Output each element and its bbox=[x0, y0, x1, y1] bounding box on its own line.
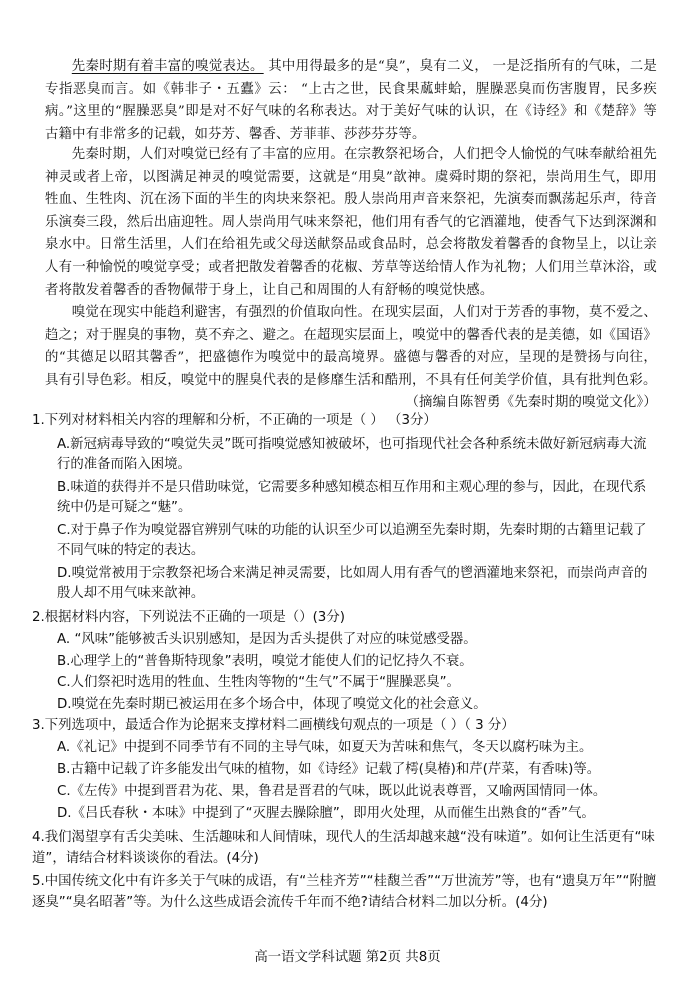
question-3-stem: 3.下列选项中，最适合作为论据来支撑材料二画横线句观点的一项是（ ）（ 3 分） bbox=[32, 718, 515, 733]
question-3-option-c: C.《左传》中提到晋君为花、果，鲁君是晋君的气味，既以此说表尊晋，又喻两国情同一体。 bbox=[57, 784, 607, 799]
question-2-option-b: B.心理学上的“普鲁斯特现象”表明，嗅觉才能使人们的记忆持久不衰。 bbox=[57, 654, 473, 669]
page-footer: 高一语文学科试题 第2页 共8页 bbox=[254, 950, 441, 965]
question-2-option-a: A. “风味”能够被舌头识别感知，是因为舌头提供了对应的味觉感受器。 bbox=[57, 632, 477, 647]
question-5-stem: 5.中国传统文化中有许多关于气味的成语，有“兰桂齐芳”“桂馥兰香”“万世流芳”等，也有“遗臭万年”“附膻逐臭”“臭名昭著”等。为什么这些成语会流传千年而不绝?请结合材料二加以分析。(4分) bbox=[32, 874, 657, 910]
question-1-option-a: A.新冠病毒导致的“嗅觉失灵”既可指嗅觉感知被破坏，也可指现代社会各种系统未做好新冠病毒大流行的准备而陷入困境。 bbox=[57, 437, 647, 472]
question-2-stem: 2.根据材料内容，下列说法不正确的一项是（）(3分) bbox=[32, 610, 345, 625]
passage-paragraph-1-rest: 其中用得最多的是“臭”，臭有二义， 一是泛指所有的气味，二是专指恶臭而言。如《韩非子・五蠹》云： “上古之世，民食果蓏蚌蛤，腥臊恶臭而伤害腹胃，民多疾病。”这里的“腥臊恶臭”即是对不好气味的名称表达。对于美好气味的认识，在《诗经》和《楚辞》等古籍中有非常多的记载，如芬芳、馨香、芳菲菲、莎莎芬芬等。 bbox=[45, 59, 657, 142]
underlined-sentence: 先秦时期有着丰富的嗅觉表达。 bbox=[71, 59, 264, 74]
passage-paragraph-3-text: 嗅觉在现实中能趋利避害，有强烈的价值取向性。在现实层面，人们对于芳香的事物，莫不爱之、趋之；对于腥臭的事物，莫不弃之、避之。在超现实层面上，嗅觉中的馨香代表的是美德，如《国语》的“其德足以昭其馨香”，把盛德作为嗅觉中的最高境界。盛德与馨香的对应，呈现的是赞扬与向往，具有引导色彩。相反，嗅觉中的腥臭代表的是修靡生活和酷刑，不具有任何美学价值，具有批判色彩。 bbox=[45, 305, 657, 388]
passage-citation: （摘编自陈智勇《先秦时期的嗅觉文化》） bbox=[405, 395, 657, 411]
passage-paragraph-1 bbox=[45, 56, 657, 146]
question-1-option-d: D.嗅觉常被用于宗教祭祀场合来满足神灵需要，比如周人用有香气的鬯酒灌地来祭祀，而崇尚声音的殷人却不用气味来歆神。 bbox=[57, 566, 648, 601]
question-1-option-c: C.对于鼻子作为嗅觉器官辨别气味的功能的认识至少可以追溯至先秦时期，先秦时期的古籍里记载了不同气味的特定的表达。 bbox=[57, 523, 647, 558]
question-2-option-d: D.嗅觉在先秦时期已被运用在多个场合中，体现了嗅觉文化的社会意义。 bbox=[57, 697, 487, 712]
question-1-option-b: B.味道的获得并不是只借助味觉，它需要多种感知模态相互作用和主观心理的参与，因此，在现代系统中仍是可疑之“魅”。 bbox=[57, 480, 647, 515]
question-3-option-b: B.古籍中记载了许多能发出气味的植物，如《诗经》记载了樗(臭椿)和芹(芹菜，有香味)等。 bbox=[57, 762, 601, 777]
question-3-option-d: D.《吕氏春秋・本味》中提到了“灭腥去臊除膻”，即用火处理，从而催生出熟食的“香”气。 bbox=[57, 806, 595, 821]
question-1-stem: 1.下列对材料相关内容的理解和分析，不正确的一项是（ ） （3分） bbox=[32, 413, 437, 428]
question-3-option-a: A.《礼记》中提到不同季节有不同的主导气味，如夏天为苦味和焦气，冬天以腐朽味为主。 bbox=[57, 740, 593, 755]
question-4-stem: 4.我们渴望享有舌尖美味、生活趣味和人间情味，现代人的生活却越来越“没有味道”。如何让生活更有“味道”，请结合材料谈谈你的看法。(4分) bbox=[32, 830, 655, 866]
passage-paragraph-2: 先秦时期，人们对嗅觉已经有了丰富的应用。在宗教祭祀场合，人们把令人愉悦的气味奉献给祖先神灵或者上帝，以图满足神灵的嗅觉需要，这就是“用臭”歆神。虞舜时期的祭祀，崇尚用生气，即用牲血、生牲肉、沉在汤下面的半生的肉块来祭祀。殷人崇尚用声音来祭祀，先演奏而飘荡起乐声，待音乐演奏三段，然后出庙迎牲。周人崇尚用气味来祭祀，他们用有香气的它酒灌地，使香气下达到深渊和泉水中。日常生活里，人们在给祖先或父母送献祭品或食品时，总会将散发着馨香的食物呈上，以让亲人有一种愉悦的嗅觉享受；或者把散发着馨香的花椒、芳草等送给情人作为礼物；人们用兰草沐浴，或者将散发着馨香的香物佩带于身上，让自己和周围的人有舒畅的嗅觉快感。 bbox=[45, 147, 657, 298]
passage-paragraph-3 bbox=[45, 302, 657, 415]
question-2-option-c: C.人们祭祀时选用的牲血、生牲肉等物的“生气”不属于“腥臊恶臭”。 bbox=[57, 675, 460, 690]
